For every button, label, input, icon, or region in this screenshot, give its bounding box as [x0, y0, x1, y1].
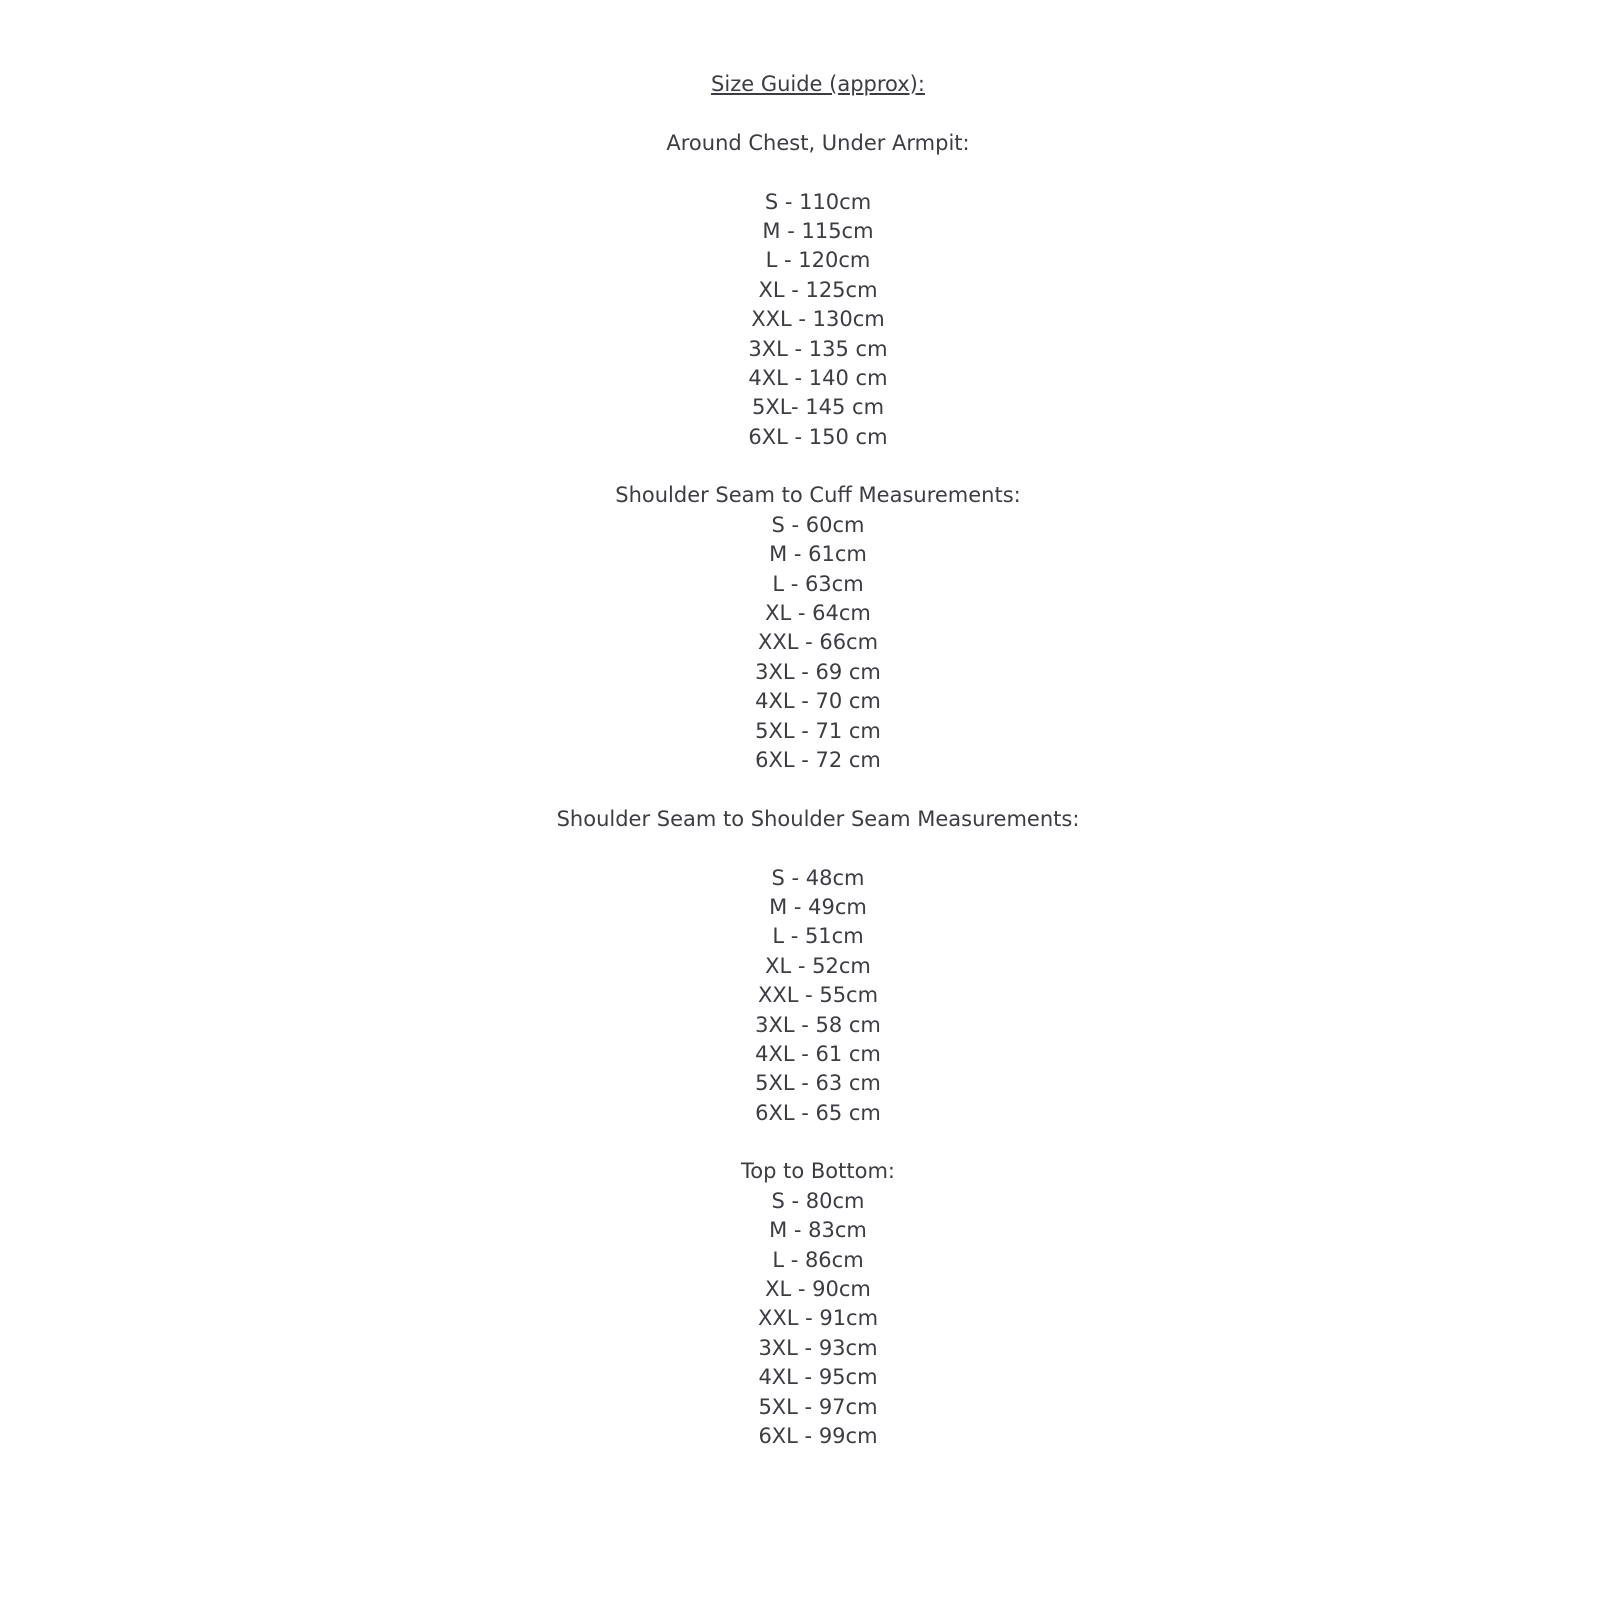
size-row-chest-s: S - 110cm: [764, 189, 872, 214]
section-heading-length: Top to Bottom:: [741, 1159, 895, 1184]
size-row-length-m: M - 83cm: [769, 1218, 867, 1243]
size-row-chest-6xl: 6XL - 150 cm: [748, 424, 888, 449]
blank-line: [36, 1128, 1600, 1157]
size-row-length-s: S - 80cm: [771, 1188, 865, 1213]
size-row-length-xl: XL - 90cm: [765, 1277, 871, 1302]
section-heading-chest: Around Chest, Under Armpit:: [666, 130, 970, 155]
blank-line: [36, 775, 1600, 804]
size-row-cuff-s: S - 60cm: [771, 512, 865, 537]
size-row-length-l: L - 86cm: [772, 1247, 864, 1272]
size-row-shoulder-m: M - 49cm: [769, 894, 867, 919]
size-row-shoulder-5xl: 5XL - 63 cm: [755, 1071, 881, 1096]
page-title: Size Guide (approx):: [711, 72, 925, 96]
size-row-cuff-4xl: 4XL - 70 cm: [755, 689, 881, 714]
section-heading-cuff: Shoulder Seam to Cuff Measurements:: [615, 483, 1021, 508]
size-row-cuff-xxl: XXL - 66cm: [757, 630, 879, 655]
size-row-length-4xl: 4XL - 95cm: [758, 1365, 878, 1390]
size-row-shoulder-s: S - 48cm: [771, 865, 865, 890]
size-row-cuff-m: M - 61cm: [769, 542, 867, 567]
size-row-shoulder-6xl: 6XL - 65 cm: [755, 1100, 881, 1125]
size-row-shoulder-4xl: 4XL - 61 cm: [755, 1041, 881, 1066]
size-row-chest-3xl: 3XL - 135 cm: [748, 336, 888, 361]
section-heading-shoulder: Shoulder Seam to Shoulder Seam Measurements:: [556, 806, 1080, 831]
size-row-shoulder-3xl: 3XL - 58 cm: [755, 1012, 881, 1037]
size-row-shoulder-xxl: XXL - 55cm: [757, 983, 879, 1008]
size-row-cuff-l: L - 63cm: [772, 571, 864, 596]
size-row-shoulder-l: L - 51cm: [772, 924, 864, 949]
size-row-length-3xl: 3XL - 93cm: [758, 1335, 878, 1360]
blank-line: [36, 834, 1600, 863]
size-row-length-5xl: 5XL - 97cm: [758, 1394, 878, 1419]
size-row-cuff-3xl: 3XL - 69 cm: [755, 659, 881, 684]
size-row-chest-xl: XL - 125cm: [758, 277, 878, 302]
blank-line: [36, 158, 1600, 187]
size-row-cuff-6xl: 6XL - 72 cm: [755, 747, 881, 772]
size-row-chest-m: M - 115cm: [762, 218, 874, 243]
size-row-chest-5xl: 5XL- 145 cm: [751, 395, 885, 420]
size-row-chest-xxl: XXL - 130cm: [751, 307, 885, 332]
size-row-shoulder-xl: XL - 52cm: [765, 953, 871, 978]
size-row-length-xxl: XXL - 91cm: [757, 1306, 879, 1331]
size-row-cuff-xl: XL - 64cm: [765, 601, 871, 626]
blank-line: [36, 452, 1600, 481]
blank-line: [36, 99, 1600, 128]
size-row-length-6xl: 6XL - 99cm: [758, 1423, 878, 1448]
size-row-chest-l: L - 120cm: [765, 248, 871, 273]
size-row-cuff-5xl: 5XL - 71 cm: [755, 718, 881, 743]
size-row-chest-4xl: 4XL - 140 cm: [748, 365, 888, 390]
